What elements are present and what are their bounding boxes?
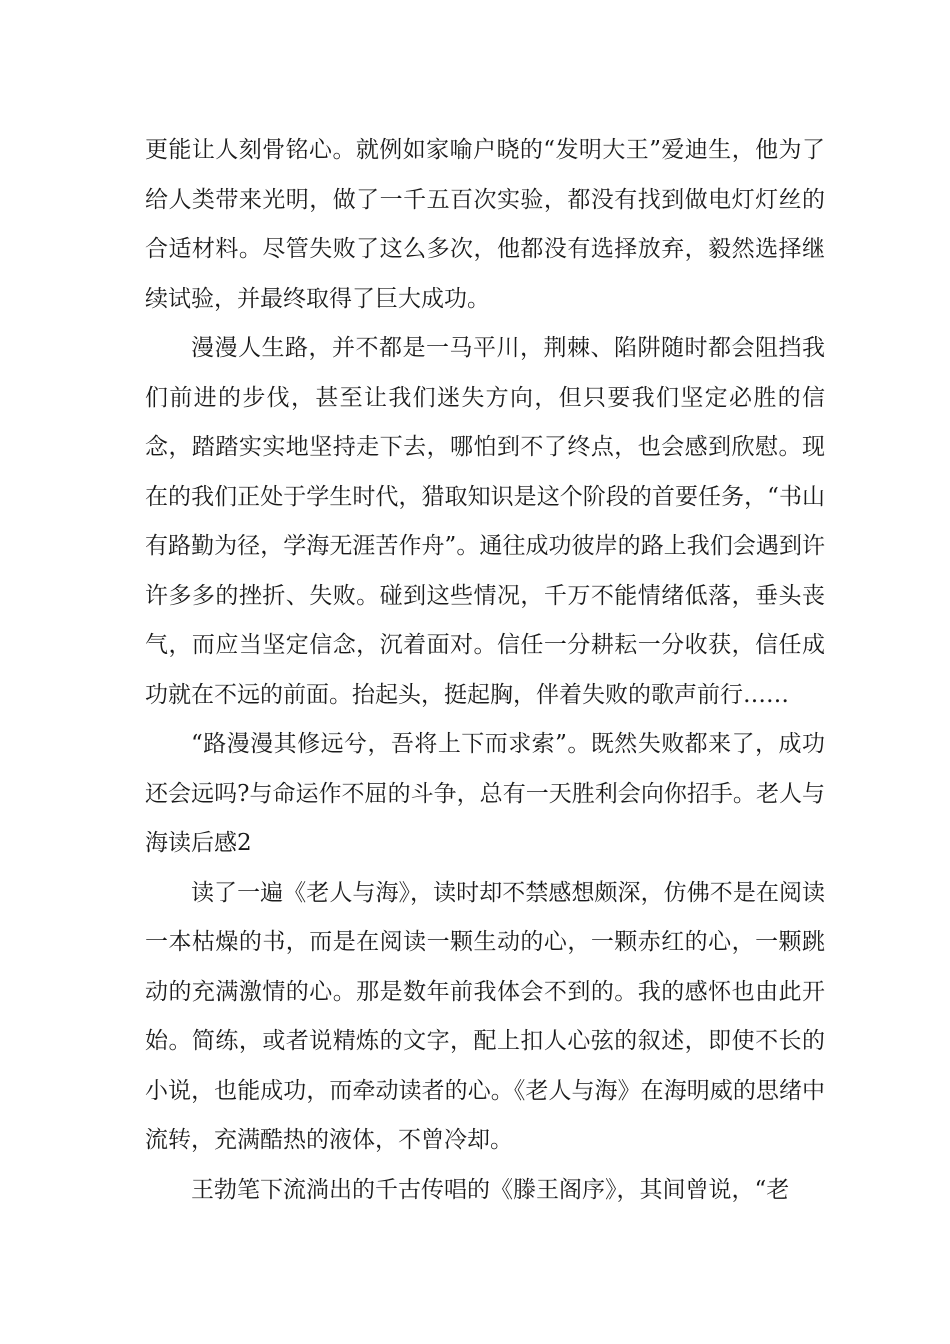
paragraph-4: 读了一遍《老人与海》，读时却不禁感想颇深，仿佛不是在阅读一本枯燥的书，而是在阅读一颗生动的心，一颗赤红的心，一颗跳动的充满激情的心。那是数年前我体会不到的。我的感怀也由此开始。简练，或者说精炼的文字，配上扣人心弦的叙述，即使不长的小说，也能成功，而牵动读者的心。《老人与海》在海明威的思绪中流转，充满酷热的液体，不曾冷却。 <box>145 879 825 1153</box>
paragraph-2: 漫漫人生路，并不都是一马平川，荆棘、陷阱随时都会阻挡我们前进的步伐，甚至让我们迷失方向，但只要我们坚定必胜的信念，踏踏实实地坚持走下去，哪怕到不了终点，也会感到欣慰。现在的我们正处于学生时代，猎取知识是这个阶段的首要任务，“书山有路勤为径，学海无涯苦作舟”。通往成功彼岸的路上我们会遇到许许多多的挫折、失败。碰到这些情况，千万不能情绪低落，垂头丧气，而应当坚定信念，沉着面对。信任一分耕耘一分收获，信任成功就在不远的前面。抬起头，挺起胸，伴着失败的歌声前行…… <box>145 335 825 708</box>
document-body <box>145 126 825 1215</box>
paragraph-1: 更能让人刻骨铭心。就例如家喻户晓的“发明大王”爱迪生，他为了给人类带来光明，做了一千五百次实验，都没有找到做电灯灯丝的合适材料。尽管失败了这么多次，他都没有选择放弃，毅然选择继续试验，并最终取得了巨大成功。 <box>145 137 825 312</box>
paragraph-5: 王勃笔下流淌出的千古传唱的《滕王阁序》，其间曾说，“老 <box>191 1176 790 1203</box>
paragraph-3: “路漫漫其修远兮，吾将上下而求索”。既然失败都来了，成功还会远吗?与命运作不屈的斗争，总有一天胜利会向你招手。老人与海读后感2 <box>145 731 825 856</box>
